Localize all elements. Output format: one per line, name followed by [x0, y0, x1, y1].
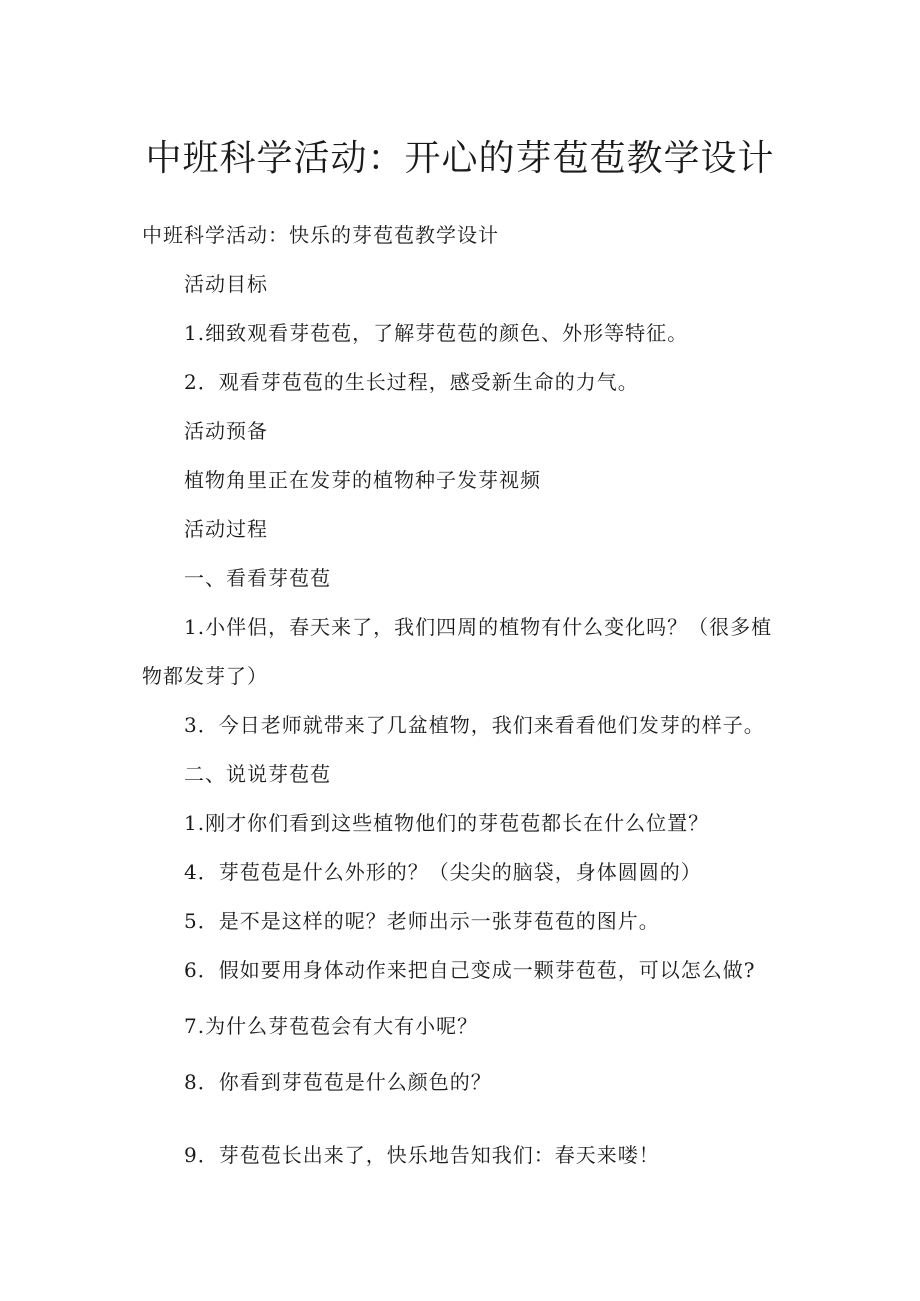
paragraph-line: 6．假如要用身体动作来把自己变成一颗芽苞苞，可以怎么做?	[184, 958, 756, 982]
paragraph-line: 8．你看到芽苞苞是什么颜色的？	[184, 1070, 492, 1094]
paragraph-line: 3．今日老师就带来了几盆植物，我们来看看他们发芽的样子。	[184, 713, 765, 737]
section-heading-preparation: 活动预备	[184, 419, 268, 443]
paragraph-line: 5．是不是这样的呢？老师出示一张芽苞苞的图片。	[184, 909, 660, 933]
subsection-heading: 一、看看芽苞苞	[184, 566, 331, 590]
paragraph-line: 4．芽苞苞是什么外形的？（尖尖的脑袋，身体圆圆的）	[184, 860, 702, 884]
document-title: 中班科学活动：开心的芽苞苞教学设计	[145, 138, 775, 179]
paragraph-line: 7.为什么芽苞苞会有大有小呢？	[184, 1014, 479, 1038]
paragraph-line: 1.细致观看芽苞苞，了解芽苞苞的颜色、外形等特征。	[184, 321, 689, 345]
section-heading-goals: 活动目标	[184, 272, 268, 296]
section-heading-process: 活动过程	[184, 517, 268, 541]
document-subtitle: 中班科学活动：快乐的芽苞苞教学设计	[142, 223, 499, 247]
paragraph-line: 1.小伴侣，春天来了，我们四周的植物有什么变化吗？（很多植	[184, 615, 773, 639]
paragraph-line: 物都发芽了）	[142, 664, 268, 688]
paragraph-line: 1.刚才你们看到这些植物他们的芽苞苞都长在什么位置？	[184, 811, 710, 835]
paragraph-line: 植物角里正在发芽的植物种子发芽视频	[184, 468, 541, 492]
paragraph-line: 2．观看芽苞苞的生长过程，感受新生命的力气。	[184, 370, 639, 394]
subsection-heading: 二、说说芽苞苞	[184, 762, 331, 786]
paragraph-line: 9．芽苞苞长出来了，快乐地告知我们：春天来喽！	[184, 1143, 660, 1167]
